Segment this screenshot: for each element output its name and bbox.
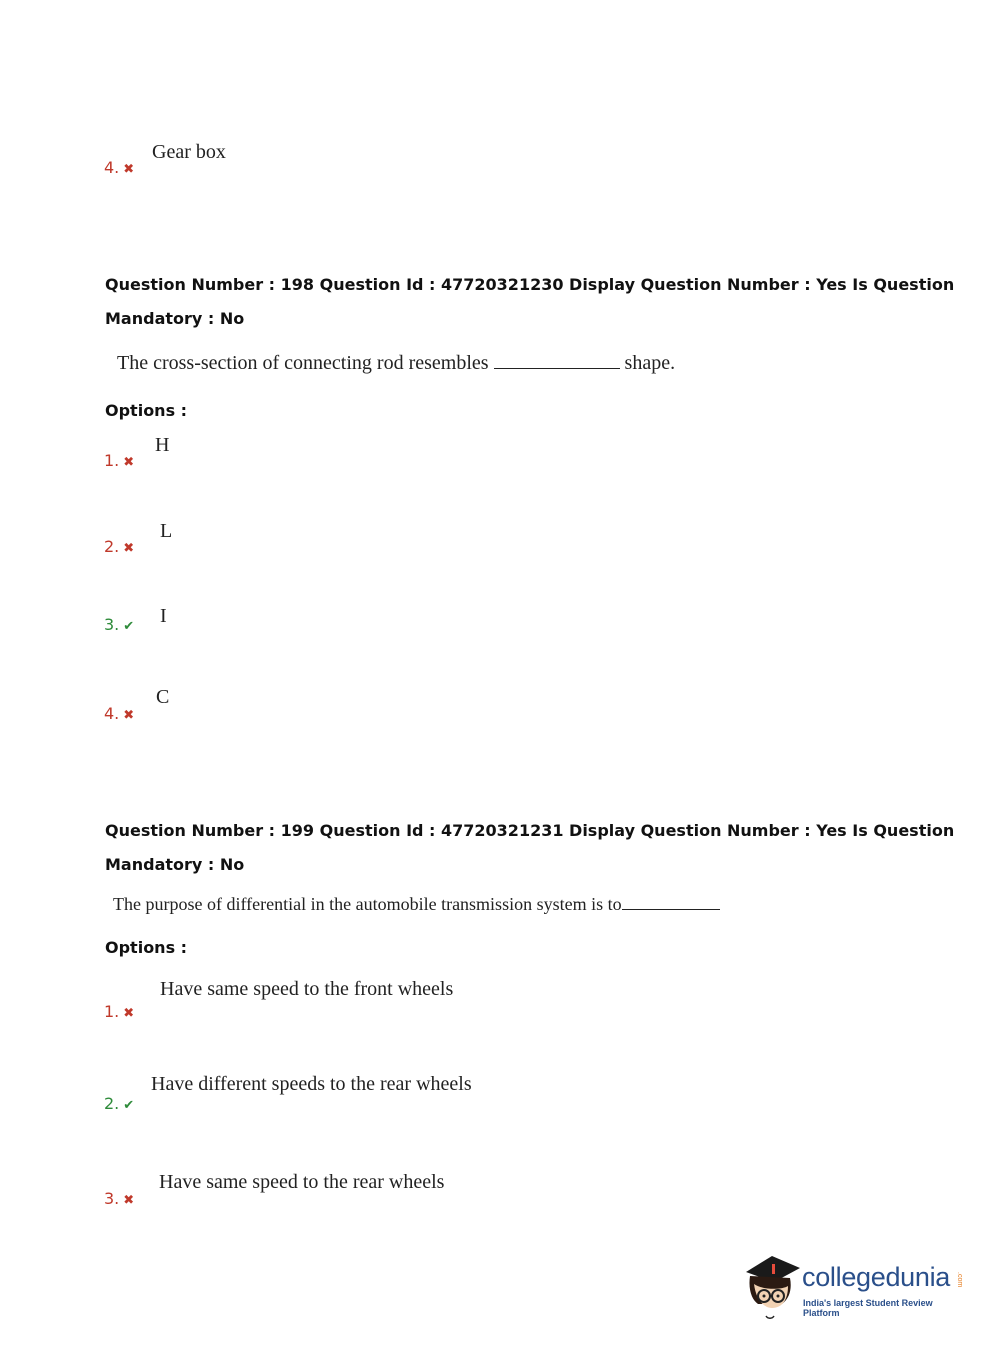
question-meta-mandatory: Mandatory : No <box>105 855 245 874</box>
logo-tagline: India's largest Student Review Platform <box>803 1298 933 1318</box>
option-number: 3. <box>104 1189 120 1208</box>
question-meta-mandatory: Mandatory : No <box>105 309 245 328</box>
option-row <box>104 1002 134 1021</box>
collegedunia-logo <box>742 1250 970 1322</box>
option-row <box>104 615 134 634</box>
option-text: L <box>160 520 173 542</box>
cross-mark-icon: ✖ <box>123 708 135 723</box>
option-row <box>104 451 134 470</box>
question-text <box>113 894 720 915</box>
question-text-part: shape. <box>624 352 676 374</box>
option-row <box>104 704 134 723</box>
option-number: 2. <box>104 1094 120 1113</box>
question-text-part: The cross-section of connecting rod resembles <box>117 352 489 374</box>
options-label: Options : <box>105 401 188 420</box>
options-label: Options : <box>105 938 188 957</box>
option-text: Have same speed to the rear wheels <box>159 1171 445 1193</box>
option-number: 4. <box>104 158 120 177</box>
question-text <box>117 352 675 375</box>
answer-blank <box>494 368 620 369</box>
check-mark-icon: ✔ <box>123 1098 135 1113</box>
option-row <box>104 1189 134 1208</box>
check-mark-icon: ✔ <box>123 619 135 634</box>
cross-mark-icon: ✖ <box>123 1006 135 1021</box>
question-text-part: The purpose of differential in the automobile transmission system is to <box>113 894 622 914</box>
cross-mark-icon: ✖ <box>123 455 135 470</box>
option-row <box>104 158 134 177</box>
option-text: Gear box <box>152 141 226 163</box>
option-number: 1. <box>104 451 120 470</box>
cross-mark-icon: ✖ <box>123 541 135 556</box>
option-number: 3. <box>104 615 120 634</box>
cross-mark-icon: ✖ <box>123 1193 135 1208</box>
option-text: Have different speeds to the rear wheels <box>151 1073 472 1095</box>
cross-mark-icon: ✖ <box>123 162 135 177</box>
option-row <box>104 537 134 556</box>
option-text: Have same speed to the front wheels <box>160 978 454 1000</box>
option-row <box>104 1094 134 1113</box>
option-number: 2. <box>104 537 120 556</box>
option-number: 1. <box>104 1002 120 1021</box>
option-text: C <box>156 686 170 708</box>
option-text: I <box>160 605 167 627</box>
question-meta: Question Number : 199 Question Id : 47720321231 Display Question Number : Yes Is Question <box>105 821 955 840</box>
mascot-icon <box>742 1250 804 1322</box>
option-number: 4. <box>104 704 120 723</box>
logo-suffix: .com <box>956 1272 963 1288</box>
logo-name: collegedunia <box>802 1262 951 1292</box>
option-text: H <box>155 434 170 456</box>
answer-blank <box>622 909 720 910</box>
question-meta: Question Number : 198 Question Id : 47720321230 Display Question Number : Yes Is Question <box>105 275 955 294</box>
